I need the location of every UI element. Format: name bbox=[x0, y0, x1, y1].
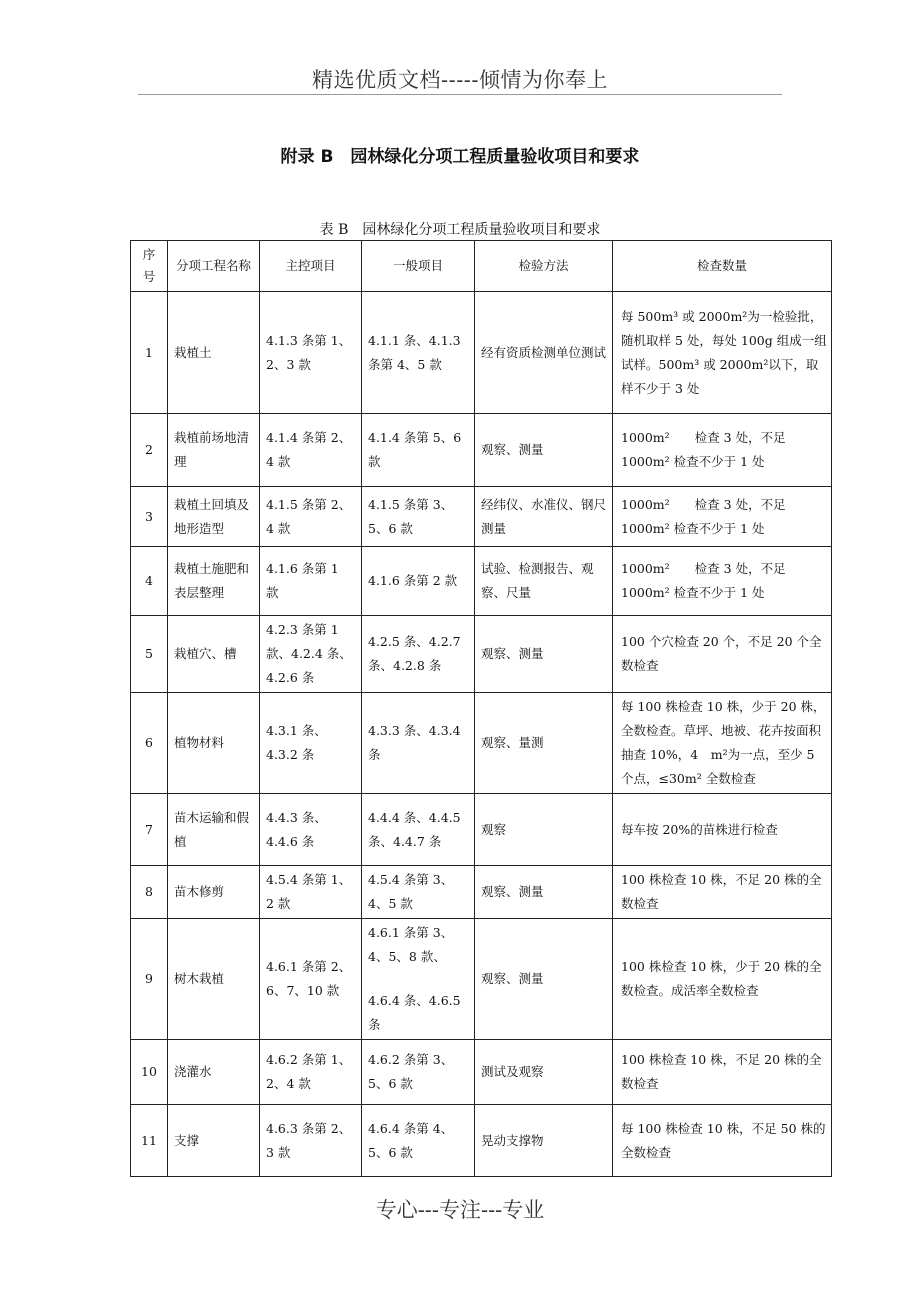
row-name: 树木栽植 bbox=[168, 919, 260, 1040]
table-row bbox=[131, 866, 832, 919]
row-no: 9 bbox=[131, 919, 168, 1040]
row-quantity: 100 株检查 10 株，不足 20 株的全数检查 bbox=[613, 1040, 832, 1105]
row-name: 植物材料 bbox=[168, 693, 260, 794]
row-no: 11 bbox=[131, 1105, 168, 1177]
row-quantity: 1000m² 检查 3 处，不足 1000m² 检查不少于 1 处 bbox=[613, 414, 832, 487]
row-quantity: 100 株检查 10 株，不足 20 株的全数检查 bbox=[613, 866, 832, 919]
row-quantity: 每 500m³ 或 2000m²为一检验批，随机取样 5 处，每处 100g 组成一组试样。500m³ 或 2000m²以下，取样不少于 3 处 bbox=[613, 292, 832, 414]
column-header-quantity: 检查数量 bbox=[613, 241, 832, 292]
row-quantity: 1000m² 检查 3 处，不足 1000m² 检查不少于 1 处 bbox=[613, 547, 832, 616]
row-main: 4.1.3 条第 1、2、3 款 bbox=[260, 292, 362, 414]
row-no: 6 bbox=[131, 693, 168, 794]
row-no: 10 bbox=[131, 1040, 168, 1105]
acceptance-table bbox=[130, 240, 832, 1177]
row-quantity: 100 个穴检查 20 个，不足 20 个全数检查 bbox=[613, 616, 832, 693]
row-method: 观察 bbox=[475, 794, 613, 866]
row-method: 晃动支撑物 bbox=[475, 1105, 613, 1177]
row-general: 4.6.1 条第 3、4、5、8 款、 bbox=[368, 925, 454, 964]
row-main: 4.6.2 条第 1、2、4 款 bbox=[260, 1040, 362, 1105]
row-method: 观察、测量 bbox=[475, 919, 613, 1040]
row-no: 7 bbox=[131, 794, 168, 866]
row-method: 经纬仪、水准仪、钢尺测量 bbox=[475, 487, 613, 547]
row-main: 4.1.4 条第 2、4 款 bbox=[260, 414, 362, 487]
row-no: 5 bbox=[131, 616, 168, 693]
row-general: 4.4.4 条、4.4.5 条、4.4.7 条 bbox=[362, 794, 475, 866]
row-general-extra: 4.6.4 条、4.6.5 条 bbox=[368, 993, 461, 1032]
row-method: 观察、测量 bbox=[475, 414, 613, 487]
row-main: 4.3.1 条、4.3.2 条 bbox=[260, 693, 362, 794]
row-method: 观察、测量 bbox=[475, 616, 613, 693]
row-quantity: 每车按 20%的苗株进行检查 bbox=[613, 794, 832, 866]
row-method: 试验、检测报告、观察、尺量 bbox=[475, 547, 613, 616]
row-general-cell bbox=[362, 919, 475, 1040]
row-name: 栽植土施肥和表层整理 bbox=[168, 547, 260, 616]
row-name: 栽植穴、槽 bbox=[168, 616, 260, 693]
row-general: 4.3.3 条、4.3.4 条 bbox=[362, 693, 475, 794]
table-caption: 表 B 园林绿化分项工程质量验收项目和要求 bbox=[319, 222, 601, 238]
table-row bbox=[131, 693, 832, 794]
row-quantity: 100 株检查 10 株，少于 20 株的全数检查。成活率全数检查 bbox=[613, 919, 832, 1040]
row-quantity: 每 100 株检查 10 株，不足 50 株的全数检查 bbox=[613, 1105, 832, 1177]
row-method: 观察、测量 bbox=[475, 866, 613, 919]
row-name: 苗木运输和假植 bbox=[168, 794, 260, 866]
row-quantity: 每 100 株检查 10 株，少于 20 株，全数检查。草坪、地被、花卉按面积抽查 10%，4 m²为一点，至少 5 个点，≤30m² 全数检查 bbox=[613, 693, 832, 794]
row-method: 观察、量测 bbox=[475, 693, 613, 794]
row-main: 4.2.3 条第 1 款、4.2.4 条、4.2.6 条 bbox=[260, 616, 362, 693]
column-header-general: 一般项目 bbox=[362, 241, 475, 292]
column-header-no: 序号 bbox=[131, 241, 168, 292]
table-header-row bbox=[131, 241, 832, 292]
table-row bbox=[131, 1040, 832, 1105]
row-name: 栽植土回填及地形造型 bbox=[168, 487, 260, 547]
row-general: 4.6.4 条第 4、5、6 款 bbox=[362, 1105, 475, 1177]
row-no: 3 bbox=[131, 487, 168, 547]
table-row bbox=[131, 414, 832, 487]
row-main: 4.4.3 条、4.4.6 条 bbox=[260, 794, 362, 866]
table-row bbox=[131, 292, 832, 414]
table-row bbox=[131, 547, 832, 616]
header-divider bbox=[138, 94, 782, 95]
row-main: 4.6.3 条第 2、3 款 bbox=[260, 1105, 362, 1177]
row-general: 4.1.6 条第 2 款 bbox=[362, 547, 475, 616]
row-general: 4.5.4 条第 3、4、5 款 bbox=[362, 866, 475, 919]
row-quantity: 1000m² 检查 3 处，不足 1000m² 检查不少于 1 处 bbox=[613, 487, 832, 547]
table-row bbox=[131, 1105, 832, 1177]
row-main: 4.5.4 条第 1、2 款 bbox=[260, 866, 362, 919]
document-title: 附录 B 园林绿化分项工程质量验收项目和要求 bbox=[280, 147, 640, 167]
row-no: 2 bbox=[131, 414, 168, 487]
table-row bbox=[131, 919, 832, 1040]
row-general: 4.1.5 条第 3、5、6 款 bbox=[362, 487, 475, 547]
row-no: 4 bbox=[131, 547, 168, 616]
row-name: 苗木修剪 bbox=[168, 866, 260, 919]
page-footer: 专心---专注---专业 bbox=[375, 1198, 545, 1222]
row-main: 4.1.5 条第 2、4 款 bbox=[260, 487, 362, 547]
row-method: 测试及观察 bbox=[475, 1040, 613, 1105]
row-general: 4.2.5 条、4.2.7 条、4.2.8 条 bbox=[362, 616, 475, 693]
column-header-main: 主控项目 bbox=[260, 241, 362, 292]
row-general: 4.1.4 条第 5、6 款 bbox=[362, 414, 475, 487]
row-general: 4.6.2 条第 3、5、6 款 bbox=[362, 1040, 475, 1105]
row-name: 栽植土 bbox=[168, 292, 260, 414]
row-name: 浇灌水 bbox=[168, 1040, 260, 1105]
row-main: 4.1.6 条第 1 款 bbox=[260, 547, 362, 616]
row-no: 1 bbox=[131, 292, 168, 414]
page-header: 精选优质文档-----倾情为你奉上 bbox=[312, 68, 608, 92]
table-row bbox=[131, 487, 832, 547]
column-header-method: 检验方法 bbox=[475, 241, 613, 292]
row-main: 4.6.1 条第 2、6、7、10 款 bbox=[260, 919, 362, 1040]
row-method: 经有资质检测单位测试 bbox=[475, 292, 613, 414]
row-name: 栽植前场地清理 bbox=[168, 414, 260, 487]
row-name: 支撑 bbox=[168, 1105, 260, 1177]
table-row bbox=[131, 616, 832, 693]
column-header-name: 分项工程名称 bbox=[168, 241, 260, 292]
row-no: 8 bbox=[131, 866, 168, 919]
table-row bbox=[131, 794, 832, 866]
row-general: 4.1.1 条、4.1.3 条第 4、5 款 bbox=[362, 292, 475, 414]
